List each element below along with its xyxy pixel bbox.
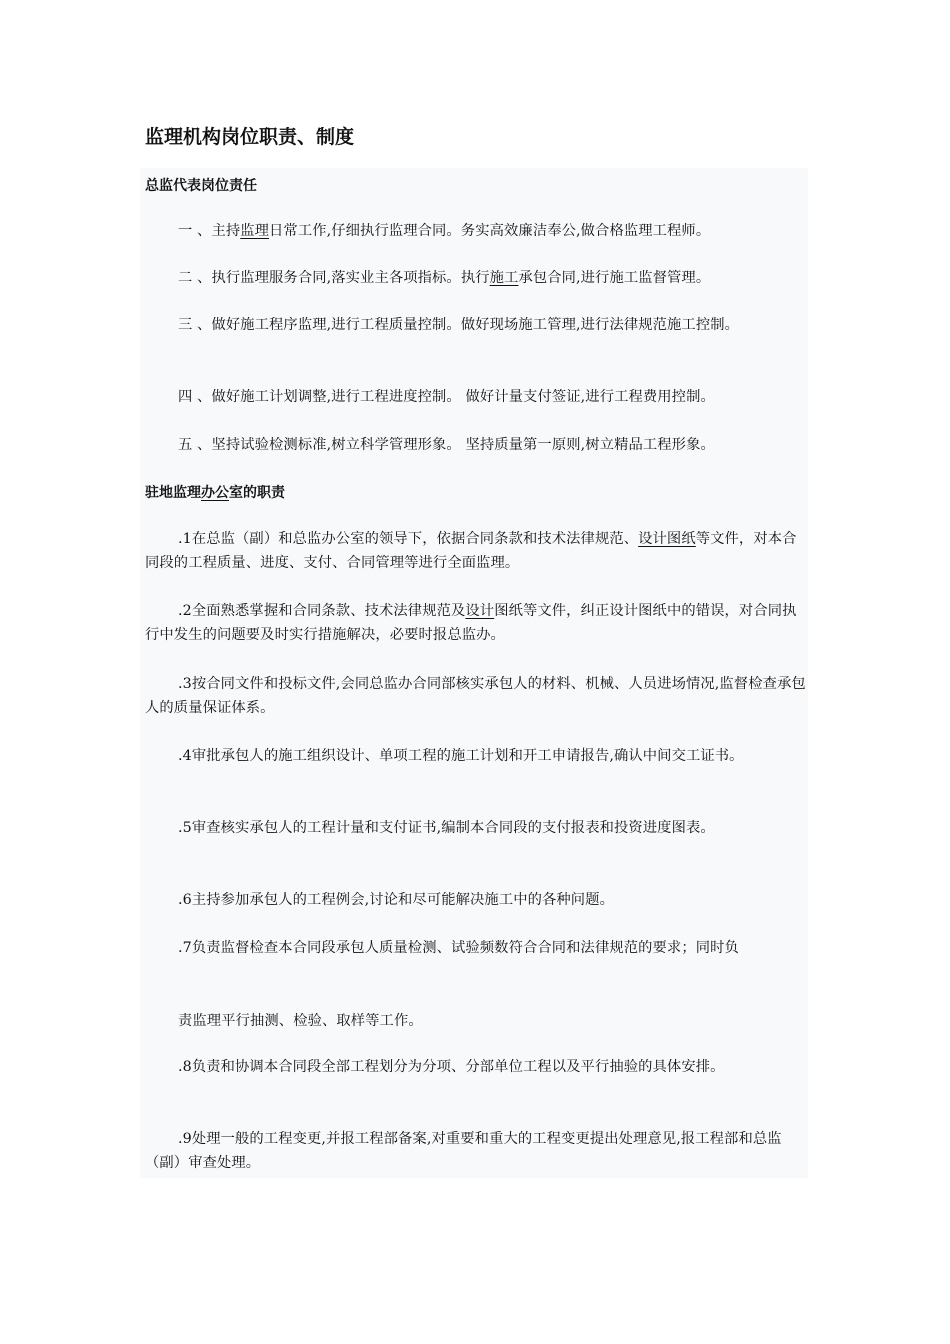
office-duty-3: .3按合同文件和投标文件,会同总监办合同部核实承包人的材料、机械、人员进场情况,监督检查承包人的质量保证体系。: [145, 676, 806, 716]
duty-item-2: [145, 266, 810, 290]
office-duty-1-text-rest: 等文件，对本合同段的工程质量、进度、支付、合同管理等进行全面监理。: [145, 531, 797, 571]
office-duty-2-text: .2全面熟悉掌握和合同条款、技术法律规范及: [178, 603, 466, 619]
duty-item-2-text-rest: 承包合同,进行施工监督管理。: [518, 270, 711, 286]
duty-item-1-text-rest: 日常工作,仔细执行监理合同。务实高效廉洁奉公,做合格监理工程师。: [269, 223, 711, 239]
section-heading-chief-rep: 总监代表岗位责任: [145, 178, 257, 194]
duty-item-1: [145, 219, 810, 243]
office-duty-2: [145, 599, 810, 647]
duty-item-3: 三 、做好施工程序监理,进行工程质量控制。做好现场施工管理,进行法律规范施工控制。: [178, 317, 740, 333]
duty-item-2-text: 二 、执行监理服务合同,落实业主各项指标。执行: [178, 270, 490, 286]
office-duty-4: .4审批承包人的施工组织设计、单项工程的施工计划和开工申请报告,确认中间交工证书。: [178, 748, 744, 764]
office-duty-1-text: .1在总监（副）和总监办公室的领导下，依据合同条款和技术法律规范、: [178, 531, 639, 547]
office-duty-5: .5审查核实承包人的工程计量和支付证书,编制本合同段的支付报表和投资进度图表。: [178, 820, 715, 836]
office-duty-7: .7负责监督检查本合同段承包人质量检测、试验频数符合合同和法律规范的要求；同时负: [178, 940, 739, 956]
office-duty-9: .9处理一般的工程变更,并报工程部备案,对重要和重大的工程变更提出处理意见,报工程部和总监（副）审查处理。: [145, 1131, 782, 1171]
page-title: 监理机构岗位职责、制度: [145, 126, 355, 148]
duty-item-5: 五 、坚持试验检测标准,树立科学管理形象。 坚持质量第一原则,树立精品工程形象。: [178, 437, 715, 453]
duty-item-4: 四 、做好施工计划调整,进行工程进度控制。 做好计量支付签证,进行工程费用控制。: [178, 389, 715, 405]
office-duty-2-text-rest: 图纸等文件，纠正设计图纸中的错误，对合同执行中发生的问题要及时实行措施解决，必要时报总监办。: [145, 603, 797, 643]
office-duty-7-continued: 责监理平行抽测、检验、取样等工作。: [178, 1013, 423, 1029]
link-office[interactable]: 办公: [201, 485, 229, 501]
office-duty-8: .8负责和协调本合同段全部工程划分为分项、分部单位工程以及平行抽验的具体安排。: [178, 1059, 725, 1075]
office-duty-1: [145, 527, 810, 575]
heading-text-rest: 室的职责: [229, 485, 285, 501]
duty-item-1-text: 一 、主持: [178, 223, 241, 239]
office-duty-6: .6主持参加承包人的工程例会,讨论和尽可能解决施工中的各种问题。: [178, 892, 614, 908]
link-supervision[interactable]: 监理: [240, 223, 270, 239]
section-heading-resident-office: [145, 483, 285, 503]
heading-text: 驻地监理: [145, 485, 201, 501]
link-design-drawings[interactable]: 设计图纸: [638, 531, 696, 547]
link-design[interactable]: 设计: [465, 603, 495, 619]
link-construction[interactable]: 施工: [489, 270, 519, 286]
